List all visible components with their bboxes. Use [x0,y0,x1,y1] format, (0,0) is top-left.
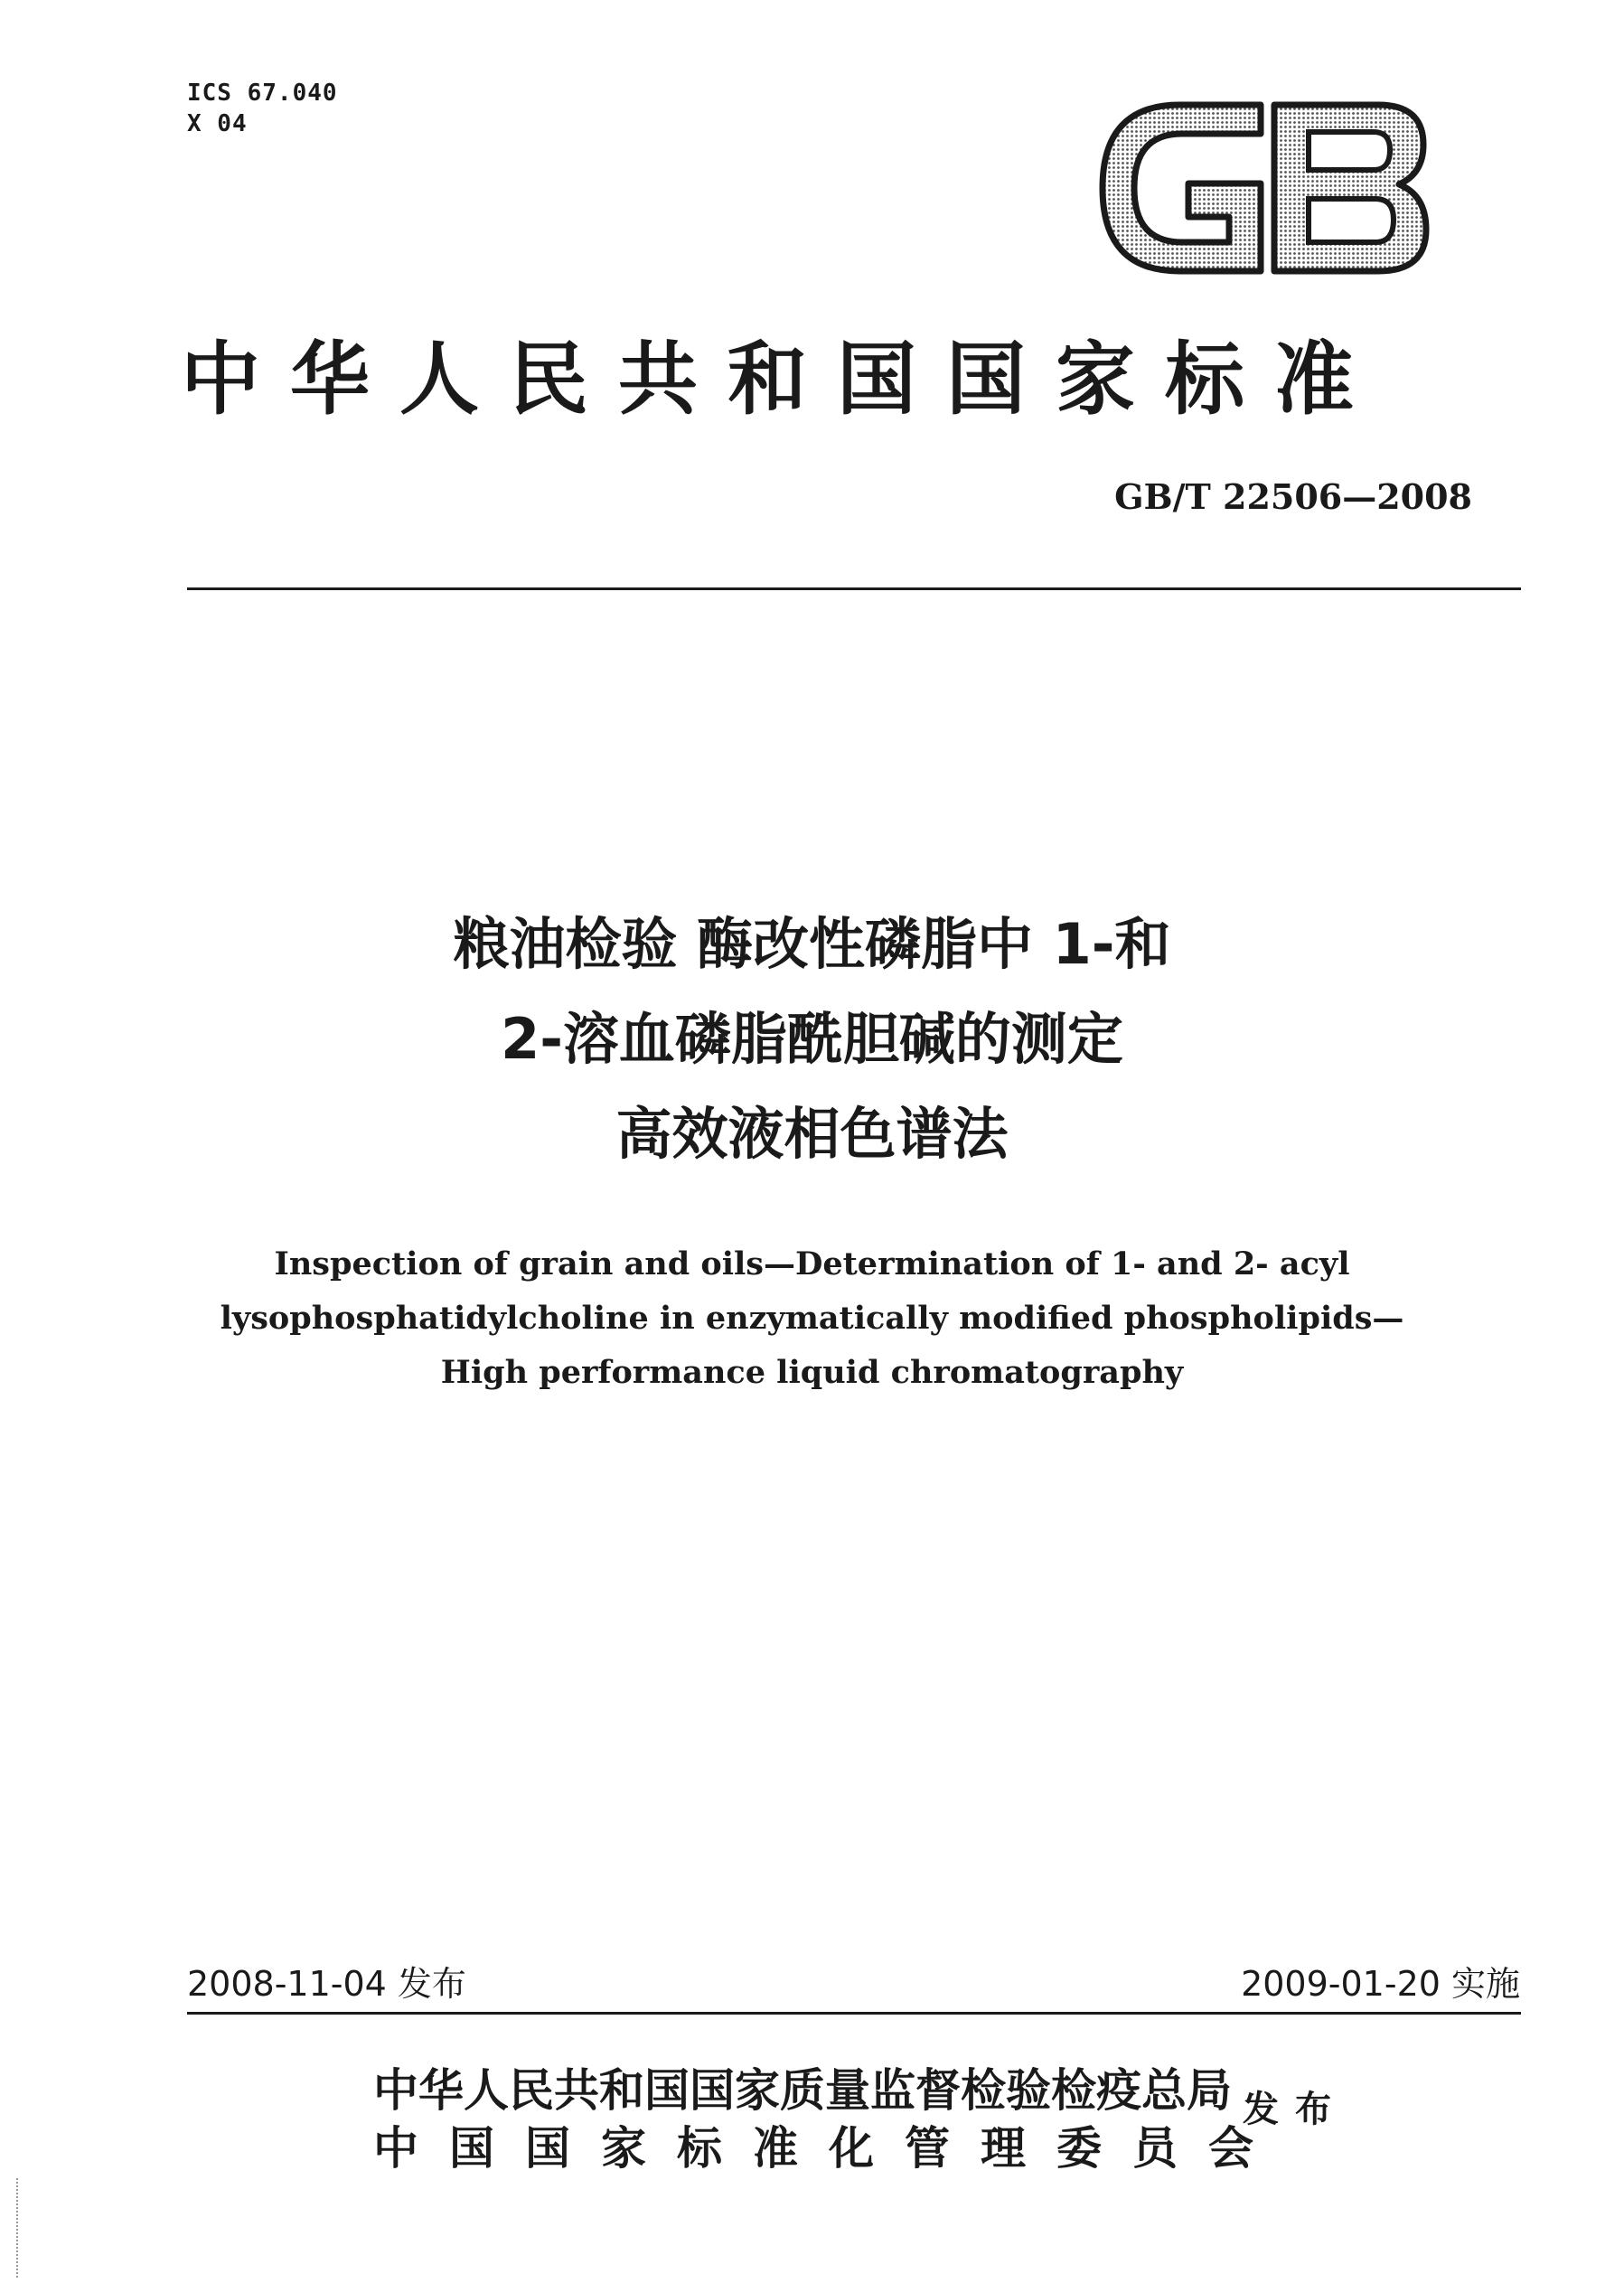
b-letter-shape [1274,105,1426,271]
classification-code: X 04 [187,110,248,137]
ics-code: ICS 67.040 [187,80,338,107]
standard-number: GB/T 22506—2008 [1114,476,1472,517]
title-cn-line-2: 2-溶血磷脂酰胆碱的测定 [501,1006,1123,1072]
national-standard-heading: 中华人民共和国国家标准 [181,332,1385,426]
implementation-date: 2009-01-20 实施 [1241,1964,1520,2004]
issuer-line-1: 中华人民共和国国家质量监督检验检疫总局 [373,2063,1232,2117]
issue-date: 2008-11-04 发布 [187,1964,466,2004]
header-divider [187,587,1521,590]
title-en-line-3: High performance liquid chromatography [440,1354,1184,1391]
title-cn-line-1: 粮油检验 酶改性磷脂中 1-和 [453,911,1171,977]
publish-label: 发布 [1243,2088,1347,2130]
gb-logo [1094,98,1432,278]
footer-divider [187,2012,1521,2015]
title-en-line-1: Inspection of grain and oils—Determination of 1- and 2- acyl [274,1245,1350,1282]
g-letter-shape [1103,105,1261,271]
title-cn-line-3: 高效液相色谱法 [615,1101,1009,1167]
title-en-line-2: lysophosphatidylcholine in enzymatically modified phospholipids— [220,1300,1404,1337]
issuer-line-2: 中国国家标准化管理委员会 [373,2121,1284,2175]
margin-scan-marks [16,2178,22,2278]
